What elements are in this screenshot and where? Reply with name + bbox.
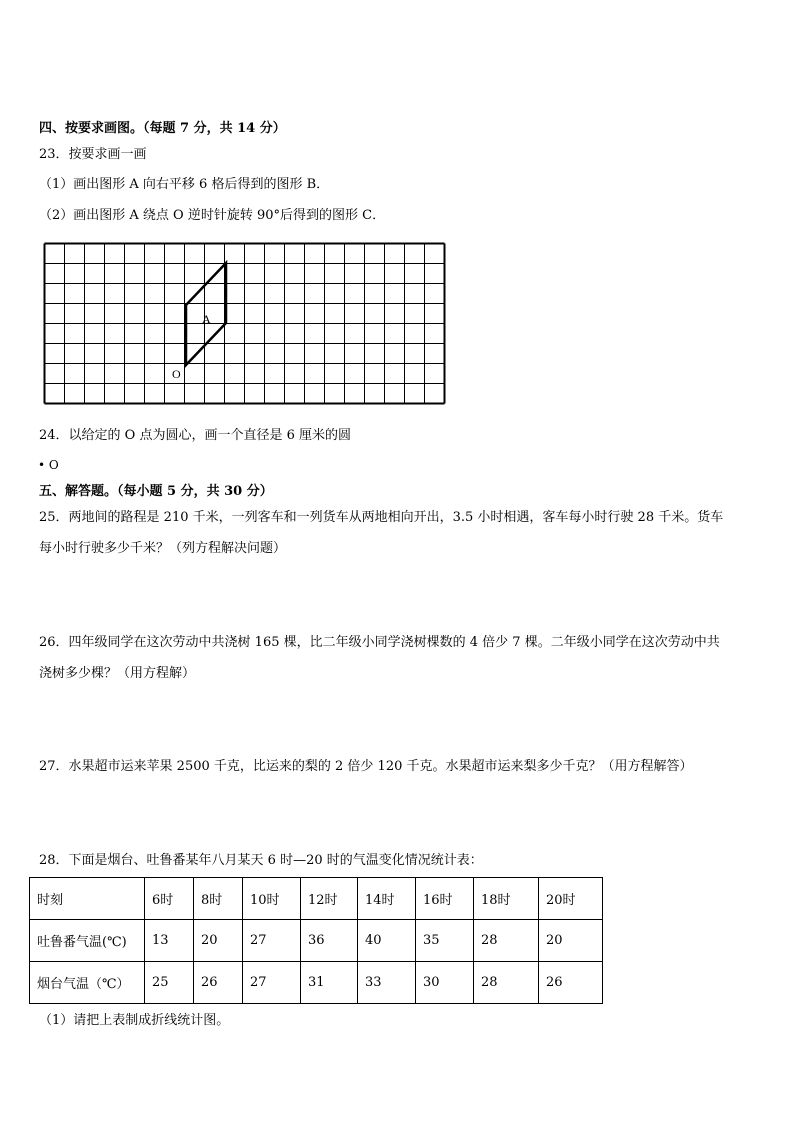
table-cell: 14时 xyxy=(358,878,416,920)
question-23-part-1: （1）画出图形 A 向右平移 6 格后得到的图形 B． xyxy=(39,177,330,192)
table-cell: 12时 xyxy=(301,878,358,920)
table-cell: 31 xyxy=(301,962,358,1004)
question-23-part-2: （2）画出图形 A 绕点 O 逆时针旋转 90°后得到的图形 C． xyxy=(39,208,386,223)
table-cell: 26 xyxy=(539,962,603,1004)
question-24: 24．以给定的 O 点为圆心，画一个直径是 6 厘米的圆 xyxy=(39,428,352,443)
table-cell: 16时 xyxy=(416,878,474,920)
table-header-row xyxy=(30,878,603,920)
table-cell: 28 xyxy=(474,962,539,1004)
table-cell: 27 xyxy=(243,920,301,962)
table-cell: 8时 xyxy=(194,878,243,920)
drawing-grid xyxy=(43,242,446,410)
table-cell: 13 xyxy=(145,920,194,962)
table-cell: 10时 xyxy=(243,878,301,920)
table-cell: 20 xyxy=(194,920,243,962)
question-28-intro: 28．下面是烟台、吐鲁番某年八月某天 6 时—20 时的气温变化情况统计表： xyxy=(39,853,483,868)
question-26-line-2: 浇树多少棵？（用方程解） xyxy=(39,666,196,681)
table-cell: 33 xyxy=(358,962,416,1004)
question-28-part-1: （1）请把上表制成折线统计图。 xyxy=(39,1013,230,1028)
question-25-line-1: 25．两地间的路程是 210 千米，一列客车和一列货车从两地相向开出，3.5 小时相遇，客车每小时行驶 28 千米。货车 xyxy=(39,510,724,525)
table-cell: 28 xyxy=(474,920,539,962)
table-cell: 40 xyxy=(358,920,416,962)
table-cell: 36 xyxy=(301,920,358,962)
shape-a-label: A xyxy=(202,312,211,326)
question-25-line-2: 每小时行驶多少千米？（列方程解决问题） xyxy=(39,541,287,556)
table-cell: 20时 xyxy=(539,878,603,920)
table-cell: 27 xyxy=(243,962,301,1004)
table-cell: 30 xyxy=(416,962,474,1004)
section-5-heading: 五、解答题。（每小题 5 分，共 30 分） xyxy=(39,484,273,499)
table-cell: 26 xyxy=(194,962,243,1004)
section-4-heading: 四、按要求画图。（每题 7 分，共 14 分） xyxy=(39,121,286,136)
table-row xyxy=(30,962,603,1004)
table-cell: 6时 xyxy=(145,878,194,920)
table-cell: 18时 xyxy=(474,878,539,920)
table-row xyxy=(30,920,603,962)
question-27: 27．水果超市运来苹果 2500 千克，比运来的梨的 2 倍少 120 千克。水果超市运来梨多少千克？（用方程解答） xyxy=(39,759,693,774)
table-cell: 25 xyxy=(145,962,194,1004)
table-cell: 时刻 xyxy=(30,878,145,920)
point-o-label: O xyxy=(172,367,181,381)
table-cell: 烟台气温（℃） xyxy=(30,962,145,1004)
temperature-table xyxy=(29,877,603,1004)
table-cell: 35 xyxy=(416,920,474,962)
table-cell: 吐鲁番气温(℃) xyxy=(30,920,145,962)
question-26-line-1: 26．四年级同学在这次劳动中共浇树 165 棵，比二年级小同学浇树棵数的 4 倍少 7 棵。二年级小同学在这次劳动中共 xyxy=(39,635,720,650)
table-cell: 20 xyxy=(539,920,603,962)
question-23-title: 23．按要求画一画 xyxy=(39,147,147,162)
point-o-marker: • O xyxy=(38,458,59,472)
